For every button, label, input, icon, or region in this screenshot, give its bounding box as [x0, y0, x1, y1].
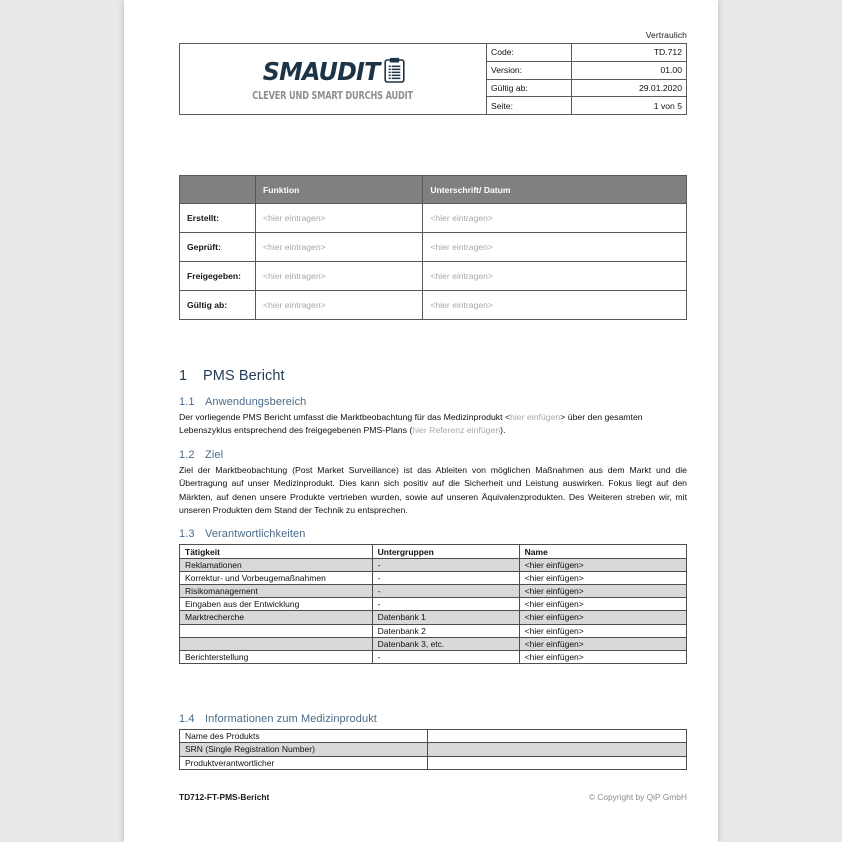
table-row — [180, 585, 687, 598]
section-13-number: 1.3 — [179, 528, 195, 541]
meta-row-code — [487, 44, 686, 62]
responsibility-untergruppe: - — [372, 558, 519, 571]
table-row — [180, 637, 687, 650]
signature-col-unterschrift: Unterschrift/ Datum — [423, 176, 687, 204]
table-row — [180, 611, 687, 624]
signature-table-header-row — [180, 176, 687, 204]
responsibility-taetigkeit: Marktrecherche — [180, 611, 373, 624]
responsibility-taetigkeit: Berichterstellung — [180, 650, 373, 663]
footer-copyright: © Copyright by QiP GmbH — [588, 792, 687, 802]
section-14-number: 1.4 — [179, 713, 195, 726]
meta-label-version: Version: — [487, 62, 572, 79]
table-row — [180, 598, 687, 611]
responsibility-taetigkeit: Risikomanagement — [180, 585, 373, 598]
meta-row-version — [487, 62, 686, 80]
table-row — [180, 558, 687, 571]
signature-role-geprueft: Geprüft: — [180, 233, 256, 262]
section-12-paragraph: Ziel der Marktbeobachtung (Post Market Surveillance) ist das Ableiten von möglichen Maßnahmen aus dem Markt und die Übertragung auf unser Medizinprodukt. Dies kann sich positiv auf die Sicherheit und Leistung auswirken. Fokus liegt auf den Märkten, auf denen unsere Produkte vertrieben wurden, sowie auf unseren Äquivalenzprodukten. Des Weiteren streben wir, mit unseren Produkten dem Stand der Technik zu entsprechen. — [179, 464, 687, 516]
table-row — [180, 233, 687, 262]
section-13-heading — [179, 527, 687, 542]
responsibility-name[interactable]: <hier einfügen> — [519, 650, 686, 663]
signature-unterschrift-geprueft[interactable]: <hier eintragen> — [423, 233, 687, 262]
table-row — [180, 262, 687, 291]
signature-unterschrift-gueltig-ab[interactable]: <hier eintragen> — [423, 291, 687, 320]
responsibility-untergruppe: - — [372, 571, 519, 584]
section-1-number: 1 — [179, 368, 188, 384]
section-12-heading — [179, 448, 687, 463]
section-11-placeholder-2[interactable]: hier Referenz einfügen — [412, 425, 501, 436]
responsibilities-header-row — [180, 545, 687, 558]
meta-label-code: Code: — [487, 44, 572, 61]
responsibility-untergruppe: - — [372, 585, 519, 598]
responsibility-name[interactable]: <hier einfügen> — [519, 585, 686, 598]
responsibility-taetigkeit: Korrektur- und Vorbeugemaßnahmen — [180, 571, 373, 584]
section-11-text-part3: ). — [500, 425, 506, 436]
responsibility-name[interactable]: <hier einfügen> — [519, 637, 686, 650]
page-footer — [179, 792, 687, 802]
header-meta-table — [487, 44, 686, 114]
responsibility-name[interactable]: <hier einfügen> — [519, 598, 686, 611]
page-content — [179, 30, 687, 770]
section-11-paragraph — [179, 411, 687, 438]
section-12-heading-wrapper — [179, 448, 687, 463]
product-info-value[interactable] — [428, 743, 687, 756]
product-info-table — [179, 729, 687, 770]
product-info-label: Name des Produkts — [180, 730, 428, 743]
section-12-title: Ziel — [205, 448, 224, 461]
section-14-heading-wrapper — [179, 712, 687, 727]
logo-wordmark: SMAUDIT — [262, 57, 380, 86]
responsibilities-col-untergruppen: Untergruppen — [372, 545, 519, 558]
section-12-number: 1.2 — [179, 448, 195, 461]
responsibility-name[interactable]: <hier einfügen> — [519, 624, 686, 637]
meta-label-valid-from: Gültig ab: — [487, 80, 572, 97]
page-title — [179, 367, 687, 385]
meta-value-code: TD.712 — [653, 47, 682, 58]
signature-unterschrift-freigegeben[interactable]: <hier eintragen> — [423, 262, 687, 291]
section-11-heading-wrapper — [179, 395, 687, 410]
meta-label-page: Seite: — [487, 97, 572, 114]
signature-role-gueltig-ab: Gültig ab: — [180, 291, 256, 320]
document-page — [124, 0, 718, 842]
logo-cell — [180, 44, 487, 114]
signature-unterschrift-erstellt[interactable]: <hier eintragen> — [423, 204, 687, 233]
logo-tagline: CLEVER UND SMART DURCHS AUDIT — [252, 89, 414, 102]
section-11-number: 1.1 — [179, 396, 195, 408]
signature-funktion-geprueft[interactable]: <hier eintragen> — [256, 233, 423, 262]
responsibilities-col-name: Name — [519, 545, 686, 558]
product-info-label: SRN (Single Registration Number) — [180, 743, 428, 756]
table-row — [180, 624, 687, 637]
responsibility-taetigkeit: Eingaben aus der Entwicklung — [180, 598, 373, 611]
responsibility-name[interactable]: <hier einfügen> — [519, 611, 686, 624]
signature-table — [179, 175, 687, 320]
responsibility-taetigkeit — [180, 637, 373, 650]
signature-role-freigegeben: Freigegeben: — [180, 262, 256, 291]
signature-funktion-gueltig-ab[interactable]: <hier eintragen> — [256, 291, 423, 320]
product-info-value[interactable] — [428, 730, 687, 743]
signature-funktion-freigegeben[interactable]: <hier eintragen> — [256, 262, 423, 291]
table-row — [180, 756, 687, 769]
company-logo — [252, 57, 414, 102]
section-11-title: Anwendungsbereich — [205, 396, 307, 408]
responsibility-taetigkeit: Reklamationen — [180, 558, 373, 571]
responsibility-untergruppe: - — [372, 650, 519, 663]
signature-table-wrapper — [179, 175, 687, 320]
section-11-text-part2: > über den gesamten Lebenszyklus entsprechend des freigegebenen PMS-Plans ( — [179, 412, 643, 436]
signature-role-erstellt: Erstellt: — [180, 204, 256, 233]
meta-value-version: 01.00 — [660, 65, 682, 76]
section-11-text-part1: Der vorliegende PMS Bericht umfasst die Marktbeobachtung für das Medizinprodukt < — [179, 412, 511, 422]
logo-top-row — [261, 57, 405, 88]
section-14-heading — [179, 712, 687, 727]
responsibilities-table — [179, 544, 687, 664]
responsibility-untergruppe: Datenbank 2 — [372, 624, 519, 637]
meta-value-valid-from: 29.01.2020 — [638, 82, 682, 93]
table-row — [180, 743, 687, 756]
confidential-label: Vertraulich — [645, 30, 687, 40]
section-13-title: Verantwortlichkeiten — [205, 528, 306, 541]
responsibility-name[interactable]: <hier einfügen> — [519, 558, 686, 571]
table-row — [180, 291, 687, 320]
section-14-title: Informationen zum Medizinprodukt — [205, 713, 377, 726]
meta-row-page — [487, 97, 686, 114]
table-row — [180, 204, 687, 233]
responsibility-untergruppe: Datenbank 3, etc. — [372, 637, 519, 650]
meta-row-valid-from — [487, 80, 686, 98]
meta-value-page: 1 von 5 — [653, 100, 682, 111]
responsibility-name[interactable]: <hier einfügen> — [519, 571, 686, 584]
signature-col-role — [180, 176, 256, 204]
section-11-placeholder-1[interactable]: hier einfügen — [510, 412, 561, 422]
document-header-block — [179, 43, 687, 115]
section-1-title: PMS Bericht — [203, 368, 285, 384]
footer-document-id: TD712-FT-PMS-Bericht — [179, 792, 270, 802]
section-11-heading — [179, 395, 687, 410]
table-row — [180, 730, 687, 743]
responsibility-untergruppe: Datenbank 1 — [372, 611, 519, 624]
table-row — [180, 571, 687, 584]
section-1-heading-wrapper — [179, 367, 687, 385]
clipboard-icon — [384, 57, 405, 88]
responsibility-untergruppe: - — [372, 598, 519, 611]
product-info-label: Produktverantwortlicher — [180, 756, 428, 769]
signature-funktion-erstellt[interactable]: <hier eintragen> — [256, 204, 423, 233]
signature-col-funktion: Funktion — [256, 176, 423, 204]
product-info-value[interactable] — [428, 756, 687, 769]
table-row — [180, 650, 687, 663]
section-13-heading-wrapper — [179, 527, 687, 542]
responsibility-taetigkeit — [180, 624, 373, 637]
responsibilities-col-taetigkeit: Tätigkeit — [180, 545, 373, 558]
